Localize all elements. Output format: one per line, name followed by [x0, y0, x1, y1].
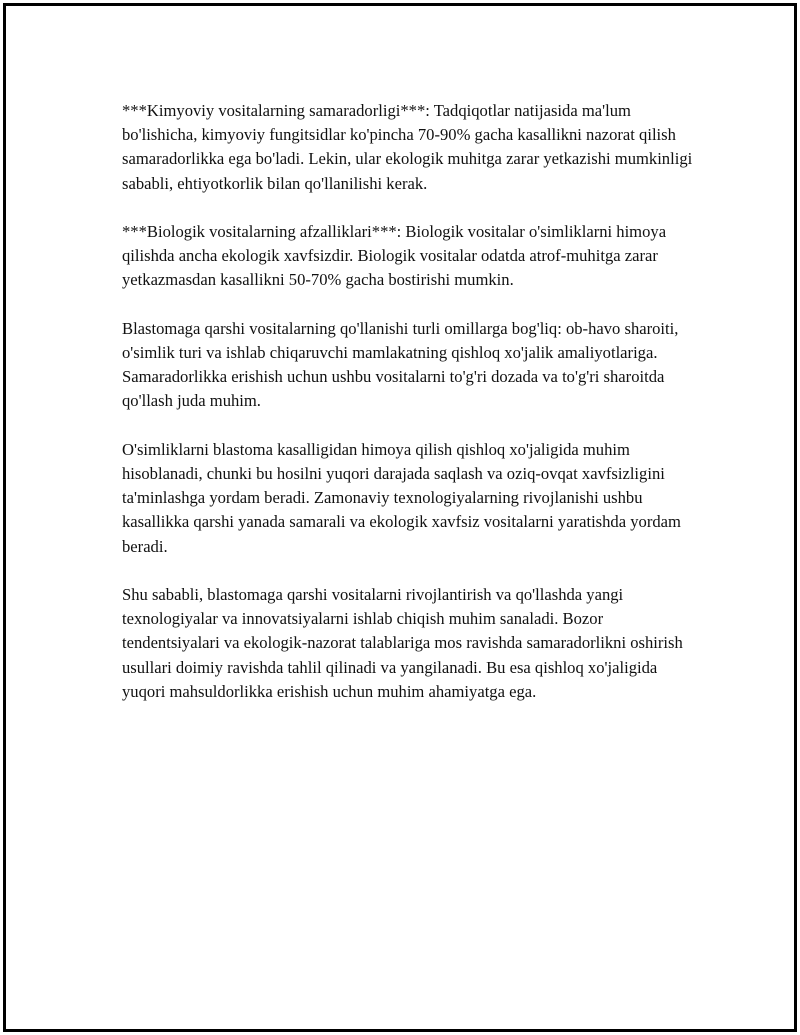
page-frame — [3, 3, 797, 1032]
paragraph-biological-agents-advantages: ***Biologik vositalarning afzalliklari***: Biologik vositalar o'simliklarni himoya qilishda ancha ekologik xavfsizdir. Biologik vositalar odatda atrof-muhitga zarar yetkazmasdan kasallikni 50-70% gacha bostirishi mumkin. — [122, 222, 667, 290]
document-body — [122, 99, 700, 728]
paragraph-conclusion: Shu sababli, blastomaga qarshi vositalarni rivojlantirish va qo'llashda yangi texnologiyalar va innovatsiyalarni ishlab chiqish muhim sanaladi. Bozor tendentsiyalari va ekologik-nazorat talablariga mos ravishda samaradorlikni oshirish usullari doimiy ravishda tahlil qilinadi va yangilanadi. Bu esa qishloq xo'jaligida yuqori mahsuldorlikka erishish uchun muhim ahamiyatga ega. — [122, 585, 683, 701]
paragraph-application-factors: Blastomaga qarshi vositalarning qo'llanishi turli omillarga bog'liq: ob-havo sharoiti, o'simlik turi va ishlab chiqaruvchi mamlakatning qishloq xo'jalik amaliyotlariga. Samaradorlikka erishish uchun ushbu vositalarni to'g'ri dozada va to'g'ri sharoitda qo'llash juda muhim. — [122, 318, 679, 411]
paragraph-chemical-agents-efficacy: ***Kimyoviy vositalarning samaradorligi***: Tadqiqotlar natijasida ma'lum bo'lishicha, kimyoviy fungitsidlar ko'pincha 70-90% gacha kasallikni nazorat qilish samaradorlikka ega bo'ladi. Lekin, ular ekologik muhitga zarar yetkazishi mumkinligi sababli, ehtiyotkorlik bilan qo'llanilishi kerak. — [122, 101, 693, 193]
paragraph-plant-protection-importance: O'simliklarni blastoma kasalligidan himoya qilish qishloq xo'jaligida muhim hisoblanadi, chunki bu hosilni yuqori darajada saqlash va oziq-ovqat xavfsizligini ta'minlashga yordam beradi. Zamonaviy texnologiyalarning rivojlanishi ushbu kasallikka qarshi yanada samarali va ekologik xavfsiz vositalarni yaratishda yordam beradi. — [122, 439, 681, 556]
